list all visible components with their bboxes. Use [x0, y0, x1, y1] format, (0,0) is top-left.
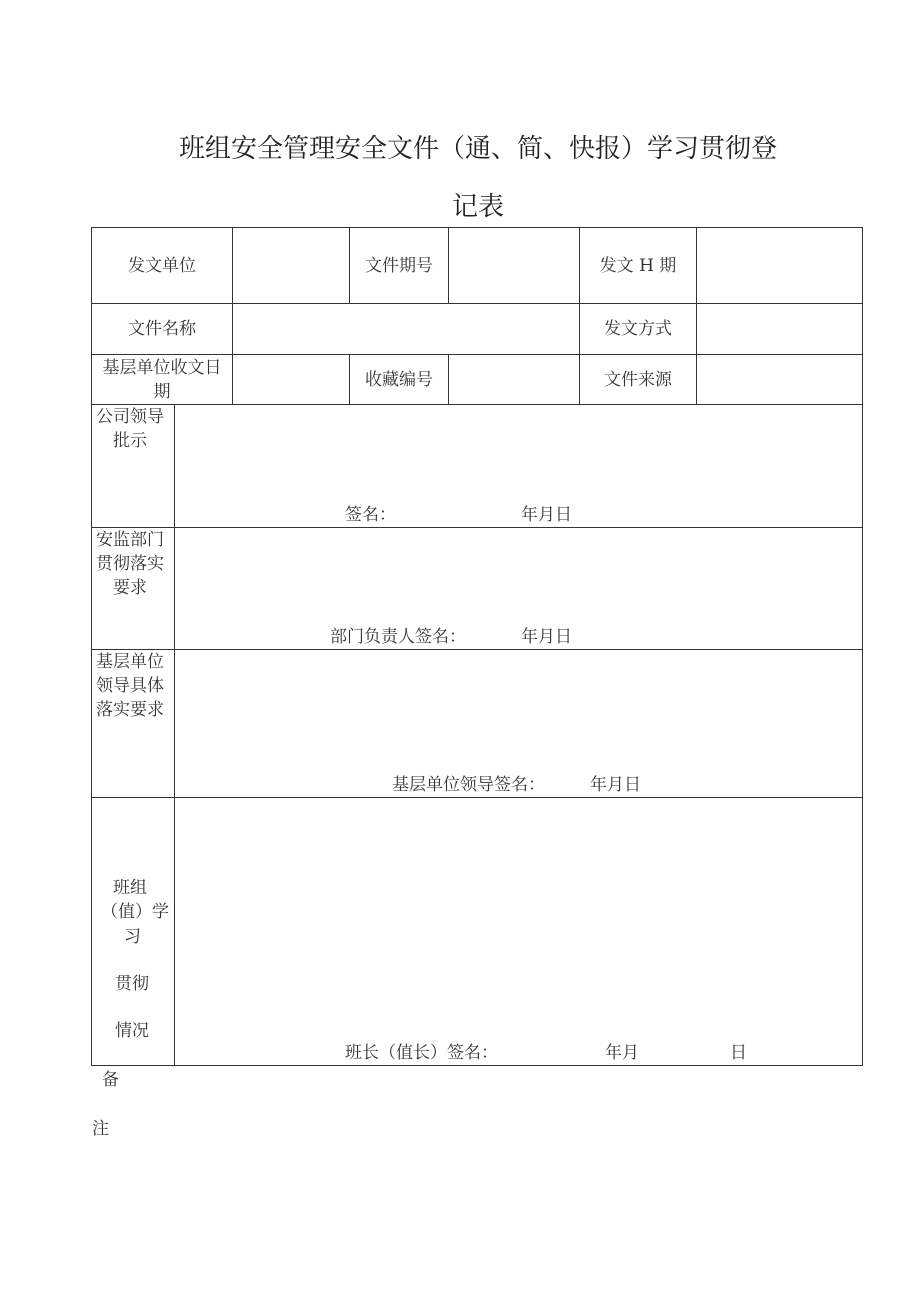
- safety-requirements-label-end: 要求: [113, 578, 147, 598]
- team-study-label-cont2: 习: [124, 927, 141, 947]
- issue-date-label: 发文 H 期: [599, 256, 677, 276]
- safety-sign-label: 部门负责人签名：: [330, 627, 466, 647]
- table-border-left: [91, 227, 92, 1066]
- team-date-day-label: 日: [730, 1043, 747, 1063]
- issue-date-field[interactable]: [697, 228, 862, 303]
- receive-date-label-cont: 期: [153, 382, 171, 402]
- form-title-line1: 班组安全管理安全文件（通、简、快报）学习贯彻登: [178, 134, 777, 164]
- unit-requirements-label: 基层单位: [96, 652, 164, 672]
- team-date-ym-label: 年月: [605, 1043, 639, 1063]
- unit-requirements-field[interactable]: [175, 650, 862, 770]
- doc-name-field[interactable]: [233, 304, 579, 354]
- team-sign-label: 班长（值长）签名：: [345, 1043, 498, 1063]
- issue-method-label: 发文方式: [604, 319, 672, 339]
- receive-date-field[interactable]: [233, 355, 349, 404]
- safety-date-label: 年月日: [521, 627, 572, 647]
- table-border-bottom: [91, 1065, 863, 1066]
- table-border-right: [862, 227, 863, 1066]
- doc-name-label: 文件名称: [128, 319, 196, 339]
- issuer-field[interactable]: [233, 228, 349, 303]
- safety-requirements-field[interactable]: [175, 528, 862, 624]
- company-instructions-field[interactable]: [175, 405, 862, 501]
- doc-number-label: 文件期号: [365, 256, 433, 276]
- company-sign-label: 签名：: [345, 505, 396, 525]
- notes-label: 备: [102, 1070, 119, 1090]
- safety-requirements-label-cont: 贯彻落实: [96, 554, 164, 574]
- archive-number-field[interactable]: [449, 355, 579, 404]
- notes-label-cont: 注: [92, 1119, 109, 1139]
- team-study-label: 班组: [113, 878, 147, 898]
- issuer-label: 发文单位: [128, 256, 196, 276]
- unit-requirements-label-end: 落实要求: [96, 700, 164, 720]
- archive-number-label: 收藏编号: [365, 370, 433, 390]
- safety-requirements-label: 安监部门: [96, 530, 164, 550]
- company-instructions-label: 公司领导: [96, 407, 164, 427]
- doc-number-field[interactable]: [449, 228, 579, 303]
- receive-date-label: 基层单位收文日: [102, 358, 222, 378]
- form-title-line2: 记表: [451, 192, 504, 222]
- team-study-label-end: 情况: [115, 1021, 149, 1041]
- issue-method-field[interactable]: [697, 304, 862, 354]
- source-label: 文件来源: [604, 370, 672, 390]
- team-study-label-cont3: 贯彻: [115, 974, 149, 994]
- company-instructions-label-cont: 批示: [113, 431, 147, 451]
- unit-date-label: 年月日: [590, 775, 641, 795]
- team-study-label-cont: （值）学: [101, 902, 169, 922]
- team-study-field[interactable]: [175, 798, 862, 1038]
- unit-requirements-label-cont: 领导具体: [96, 676, 164, 696]
- unit-sign-label: 基层单位领导签名：: [392, 775, 545, 795]
- source-field[interactable]: [697, 355, 862, 404]
- company-date-label: 年月日: [521, 505, 572, 525]
